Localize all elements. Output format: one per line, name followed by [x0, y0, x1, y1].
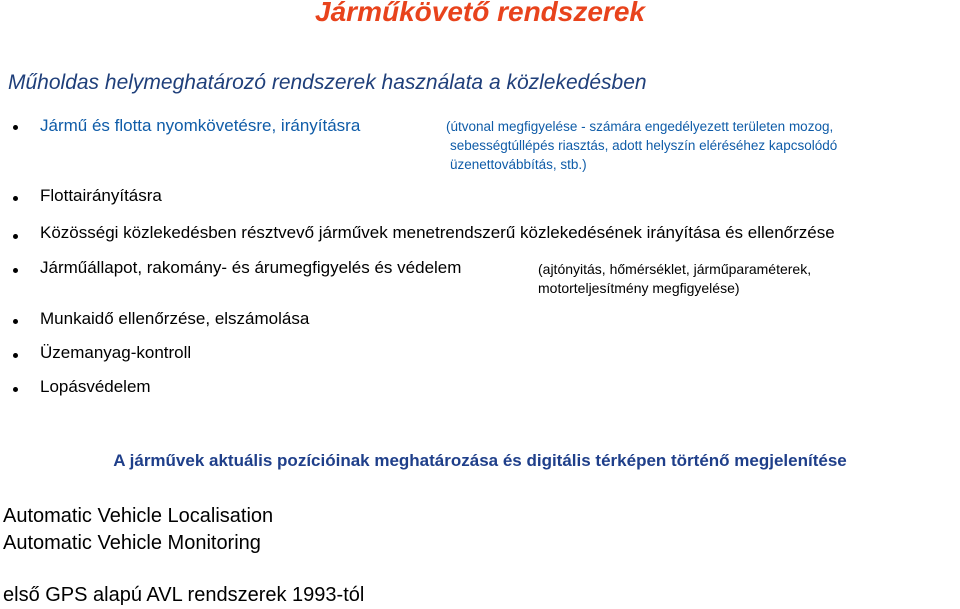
highlight-text: A járművek aktuális pozícióinak meghatározása és digitális térképen történő megjelenítése	[113, 451, 847, 470]
subtitle: Műholdas helymeghatározó rendszerek használata a közlekedésben	[8, 71, 647, 94]
bullet-note: motorteljesítmény megfigyelése)	[538, 280, 740, 296]
bullet-dot	[13, 353, 18, 358]
bullet-dot	[13, 387, 18, 392]
avl-localisation: Automatic Vehicle Localisation	[3, 505, 274, 527]
bullet-theft-protection: Lopásvédelem	[40, 377, 151, 396]
bullet-note: (útvonal megfigyelése - számára engedélyezett területen mozog,	[446, 119, 834, 134]
avl-monitoring: Automatic Vehicle Monitoring	[3, 532, 261, 554]
bullet-public-transport: Közösségi közlekedésben résztvevő járművek menetrendszerű közlekedésének irányítása és ellenőrzése	[40, 223, 835, 242]
bullet-vehicle-fleet-tracking: Jármű és flotta nyomkövetésre, irányításra	[40, 116, 361, 135]
bullet-dot	[13, 268, 18, 273]
bullet-dot	[13, 125, 18, 130]
bullet-fleet-management: Flottairányításra	[40, 186, 162, 205]
bullet-dot	[13, 234, 18, 239]
avl-first-gps: első GPS alapú AVL rendszerek 1993-tól	[3, 584, 365, 606]
bullet-working-time: Munkaidő ellenőrzése, elszámolása	[40, 309, 310, 328]
bullet-fuel-control: Üzemanyag-kontroll	[40, 343, 192, 362]
bullet-dot	[13, 196, 18, 201]
bullet-dot	[13, 319, 18, 324]
bullet-note: (ajtónyitás, hőmérséklet, járműparaméterek,	[538, 261, 812, 277]
bullet-note: sebességtúllépés riasztás, adott helyszín eléréséhez kapcsolódó	[450, 138, 838, 153]
bullet-note: üzenettovábbítás, stb.)	[450, 157, 587, 172]
page-title: Járműkövető rendszerek	[315, 0, 645, 27]
bullet-vehicle-status: Járműállapot, rakomány- és árumegfigyelés és védelem	[40, 258, 462, 277]
